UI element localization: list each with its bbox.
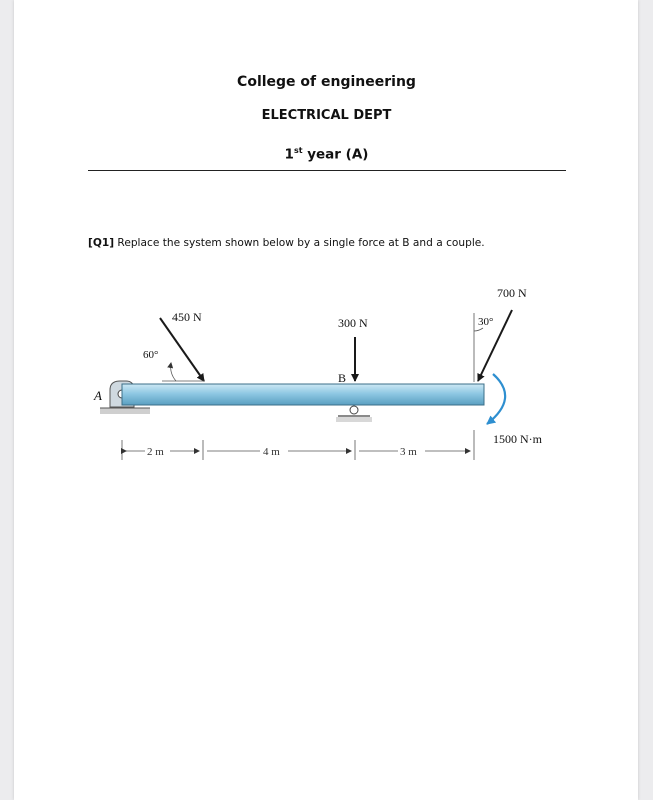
support-a-ground	[100, 408, 150, 414]
roller-support-b	[336, 406, 372, 422]
college-title: College of engineering	[237, 74, 416, 90]
point-b-label: B	[338, 371, 347, 385]
question-body: Replace the system shown below by a single force at B and a couple.	[114, 237, 485, 249]
couple-arrow	[487, 374, 505, 424]
question-number: [Q1]	[88, 237, 115, 249]
department-title: ELECTRICAL DEPT	[261, 108, 392, 123]
dimension-lines	[122, 430, 474, 460]
support-a-label: A	[94, 388, 102, 403]
dimension-2m: 2 m	[147, 446, 164, 458]
angle-60-arc	[171, 363, 176, 381]
year-rest: year (A)	[302, 146, 369, 163]
force-700-label: 700 N	[497, 286, 527, 300]
angle-60-label: 60°	[143, 349, 159, 361]
dimension-4m: 4 m	[263, 446, 280, 458]
dimension-3m: 3 m	[400, 446, 417, 458]
year-suffix: st	[293, 146, 303, 155]
year-number: 1	[284, 146, 294, 163]
beam	[122, 384, 484, 405]
force-450-arrow	[160, 318, 204, 381]
couple-label: 1500 N·m	[493, 432, 542, 446]
angle-30-label: 30°	[478, 316, 494, 328]
force-450-label: 450 N	[172, 310, 202, 324]
angle-30-arc	[474, 328, 483, 331]
force-300-label: 300 N	[338, 316, 368, 330]
